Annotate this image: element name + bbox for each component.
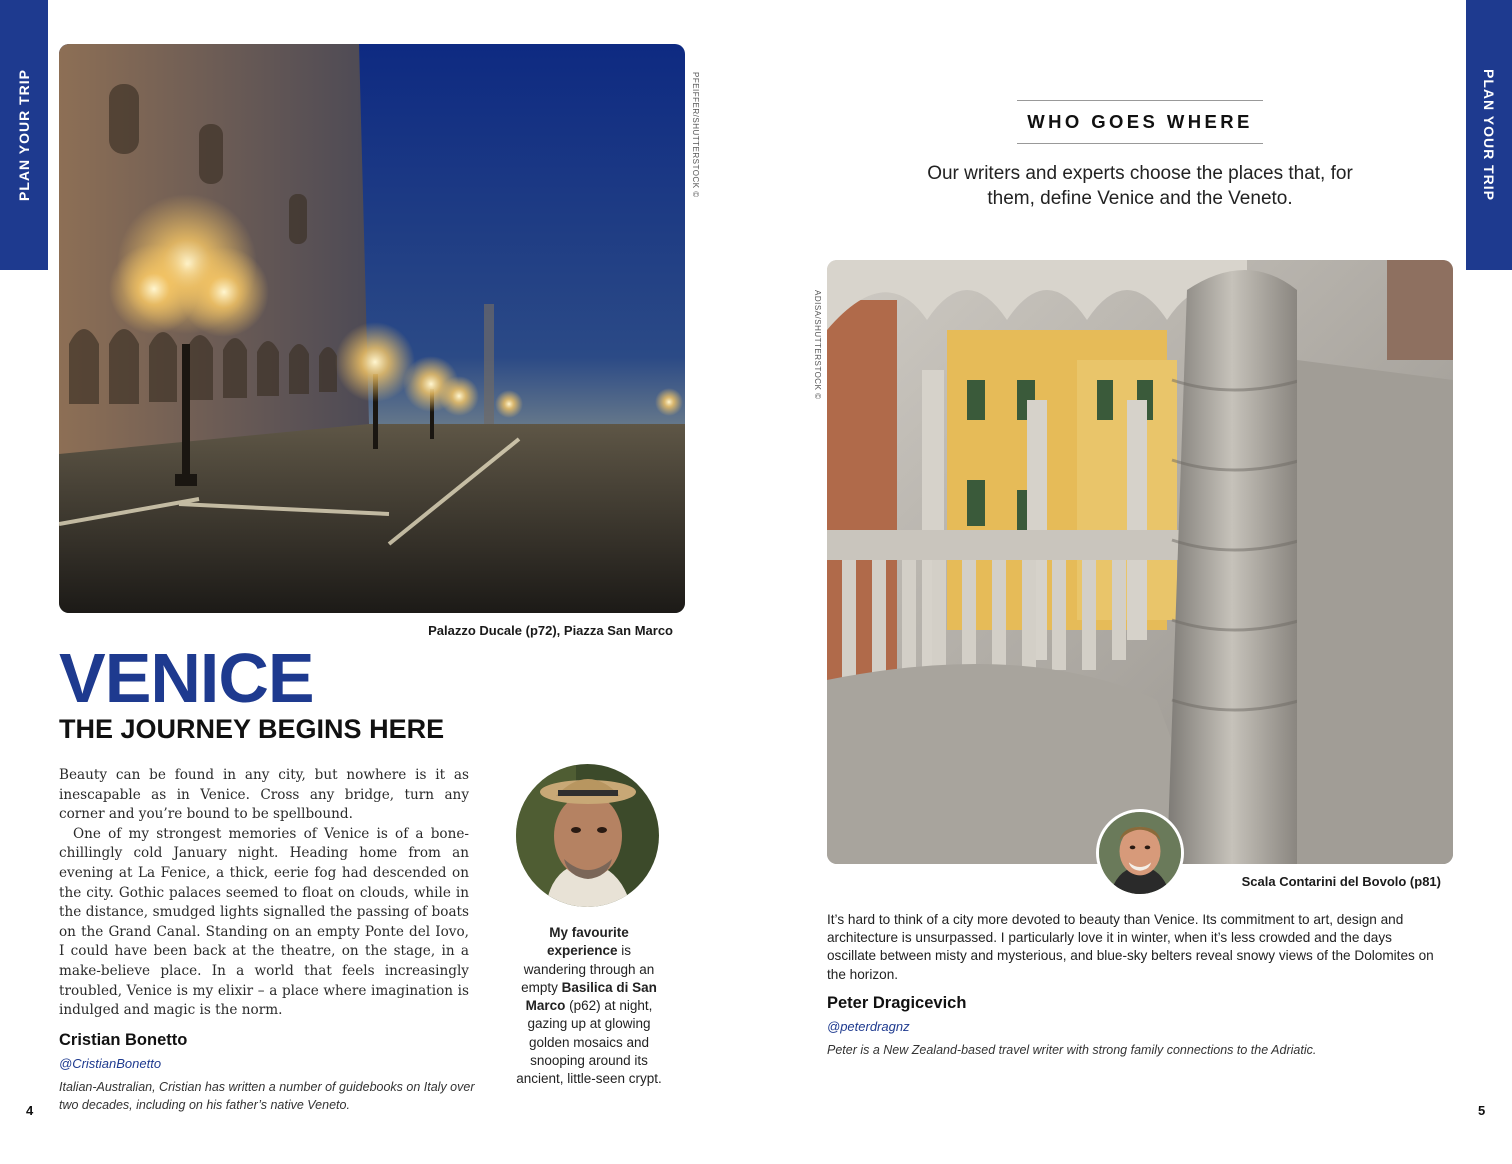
plan-your-trip-tab-right [1466,0,1512,270]
photo-caption: Palazzo Ducale (p72), Piazza San Marco [428,623,673,638]
section-heading: WHO GOES WHERE [1027,111,1253,132]
author-name: Peter Dragicevich [827,994,967,1012]
page-subtitle: THE JOURNEY BEGINS HERE [59,714,445,744]
favourite-place: Basilica di San Marco [525,979,657,1014]
page-title: VENICE [59,639,314,717]
scala-contarini-photo [827,260,1453,864]
photo-caption: Scala Contarini del Bovolo (p81) [1241,874,1441,889]
author-bio: Italian-Australian, Cristian has written a number of guidebooks on Italy over two decades, including on his father’s native Veneto. [59,1080,475,1112]
tab-label: PLAN YOUR TRIP [1481,69,1497,201]
intro-body [59,766,469,1021]
tab-label: PLAN YOUR TRIP [16,69,32,201]
author-portrait-peter [1096,809,1184,897]
author-handle[interactable]: @CristianBonetto [59,1056,162,1071]
favourite-text: (p62) at night, gazing up at glowing golden mosaics and snooping around its ancient, little-seen crypt. [516,998,662,1087]
plan-your-trip-tab-left [0,0,48,270]
author-bio: Peter is a New Zealand-based travel writer with strong family connections to the Adriatic. [827,1043,1317,1057]
author-portrait-cristian [516,764,659,907]
body-paragraph: Beauty can be found in any city, but nowhere is it as inescapable as in Venice. Cross any bridge, turn any corner and you’re bound to be spellbound. [59,767,469,823]
divider [1017,143,1263,144]
favourite-experience [515,924,663,1089]
author-handle[interactable]: @peterdragnz [827,1019,910,1034]
divider [1017,100,1263,101]
page-number-left: 4 [26,1103,34,1118]
section-intro: Our writers and experts choose the places that, for them, define Venice and the Veneto. [927,163,1353,209]
page-number-right: 5 [1478,1103,1486,1118]
favourite-text: is wandering through an empty [521,943,655,995]
author-name: Cristian Bonetto [59,1031,188,1049]
photo-credit: ADISA/SHUTTERSTOCK © [813,290,822,400]
favourite-lead: My favourite experience [546,925,629,959]
piazza-san-marco-photo [59,44,685,613]
writer-body: It’s hard to think of a city more devoted to beauty than Venice. Its commitment to art, design and architecture is unsurpassed. I particularly love it in winter, when it’s less crowded and the days oscillate between misty and mysterious, and blue-sky belters reveal snowy views of the Dolomites on the horizon. [827,912,1434,982]
body-paragraph: One of my strongest memories of Venice is of a bone-chillingly cold January night. Heading home from an evening at La Fenice, a thick, eerie fog had descended on the city. Gothic palaces seemed to float on clouds, while in the distance, smudged lights signalled the passing of boats on the Grand Canal. Standing on an empty Ponte del Iovo, I could have been back at the theatre, on the stage, in a make-believe place. In a world that feels increasingly troubled, Venice is my elixir – a place where imagination is indulged and magic is the norm. [59,825,469,1019]
photo-credit: PFEIFFER/SHUTTERSTOCK © [691,72,700,198]
